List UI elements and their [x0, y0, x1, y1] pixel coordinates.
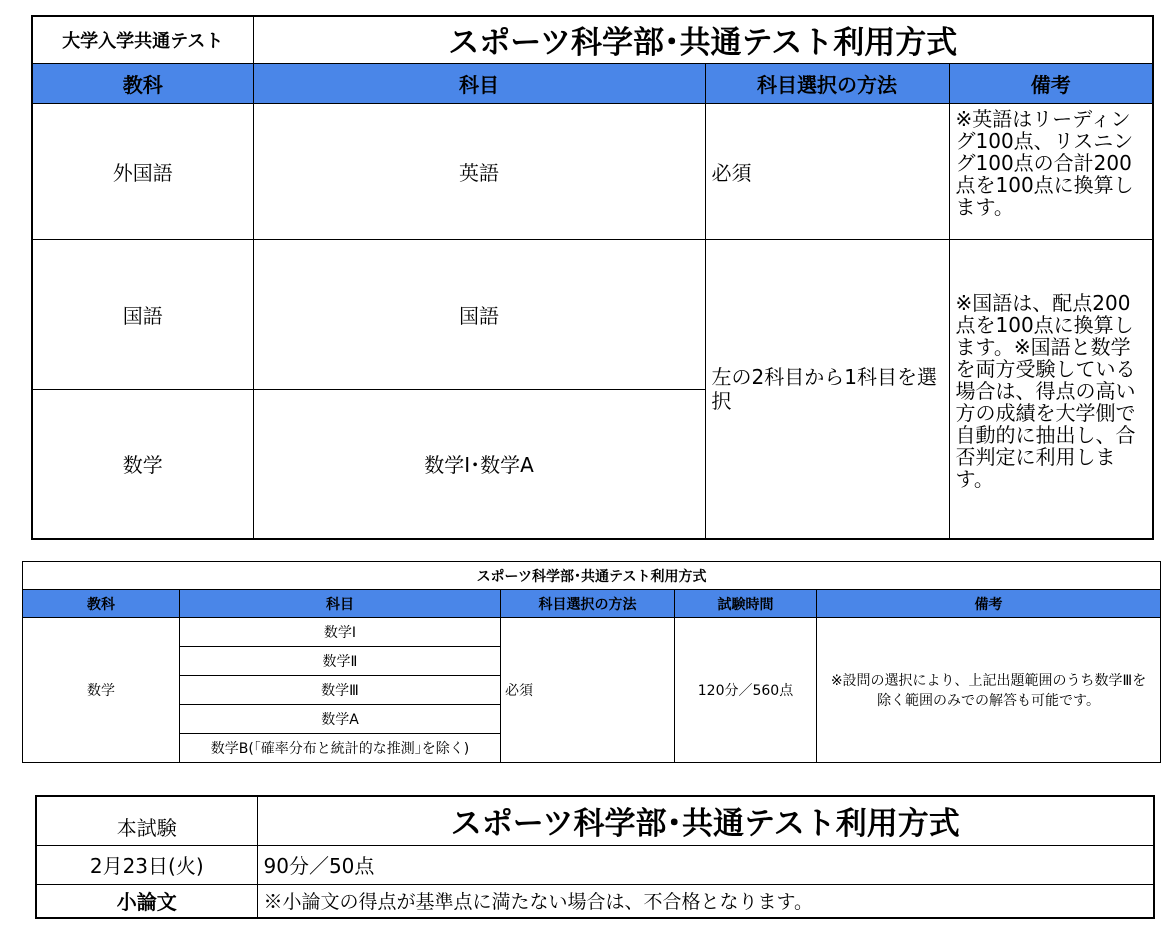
- table-row: [36, 884, 1154, 918]
- header-time: 試験時間: [675, 590, 817, 618]
- header-subject-area: 教科: [32, 63, 253, 103]
- header-method: 科目選択の方法: [501, 590, 675, 618]
- subject-area-foreign: 外国語: [32, 103, 253, 239]
- essay-note: ※小論文の得点が基準点に満たない場合は、不合格となります。: [257, 884, 1154, 918]
- method-required: 必須: [705, 103, 949, 239]
- table2-title: スポーツ科学部･共通テスト利用方式: [23, 562, 1161, 590]
- exam-time-score: 90分／50点: [257, 845, 1154, 884]
- header-subject: 科目: [180, 590, 501, 618]
- table1-label: 大学入学共通テスト: [32, 16, 253, 63]
- note-english: ※英語はリーディング100点、リスニング100点の合計200点を100点に換算します。: [949, 103, 1153, 239]
- header-subject-area: 教科: [23, 590, 180, 618]
- subject-math-a: 数学A: [180, 705, 501, 734]
- subject-math-2: 数学Ⅱ: [180, 647, 501, 676]
- table3-title: スポーツ科学部･共通テスト利用方式: [257, 796, 1154, 845]
- subject-area-math: 数学: [32, 389, 253, 539]
- table-row: [32, 103, 1153, 239]
- subject-math-b: 数学B(｢確率分布と統計的な推測｣を除く): [180, 734, 501, 763]
- subject-math: 数学Ⅰ･数学A: [253, 389, 705, 539]
- header-method: 科目選択の方法: [705, 63, 949, 103]
- header-subject: 科目: [253, 63, 705, 103]
- table1-header-row: [32, 63, 1153, 103]
- exam-date: 2月23日(火): [36, 845, 257, 884]
- table2-header-row: [23, 590, 1161, 618]
- subject-japanese: 国語: [253, 239, 705, 389]
- subject-math-3: 数学Ⅲ: [180, 676, 501, 705]
- subject-area-math: 数学: [23, 618, 180, 763]
- table-row: [36, 845, 1154, 884]
- method-choose-one: 左の2科目から1科目を選択: [705, 239, 949, 539]
- table1-title: スポーツ科学部･共通テスト利用方式: [253, 16, 1153, 63]
- subject-math-1: 数学Ⅰ: [180, 618, 501, 647]
- table-row: [32, 239, 1153, 389]
- table-row: [23, 618, 1161, 647]
- note-math: ※設問の選択により、上記出題範囲のうち数学Ⅲを除く範囲のみでの解答も可能です。: [817, 618, 1161, 763]
- table3-label: 本試験: [36, 796, 257, 845]
- method-required: 必須: [501, 618, 675, 763]
- main-exam-table: [35, 795, 1155, 919]
- math-subjects-table: [22, 561, 1161, 763]
- header-note: 備考: [949, 63, 1153, 103]
- subject-english: 英語: [253, 103, 705, 239]
- exam-time: 120分／560点: [675, 618, 817, 763]
- subject-area-japanese: 国語: [32, 239, 253, 389]
- header-note: 備考: [817, 590, 1161, 618]
- note-japanese-math: ※国語は、配点200点を100点に換算します。※国語と数学を両方受験している場合は、得点の高い方の成績を大学側で自動的に抽出し、合否判定に利用します。: [949, 239, 1153, 539]
- common-test-subjects-table: [31, 15, 1154, 540]
- essay-label: 小論文: [36, 884, 257, 918]
